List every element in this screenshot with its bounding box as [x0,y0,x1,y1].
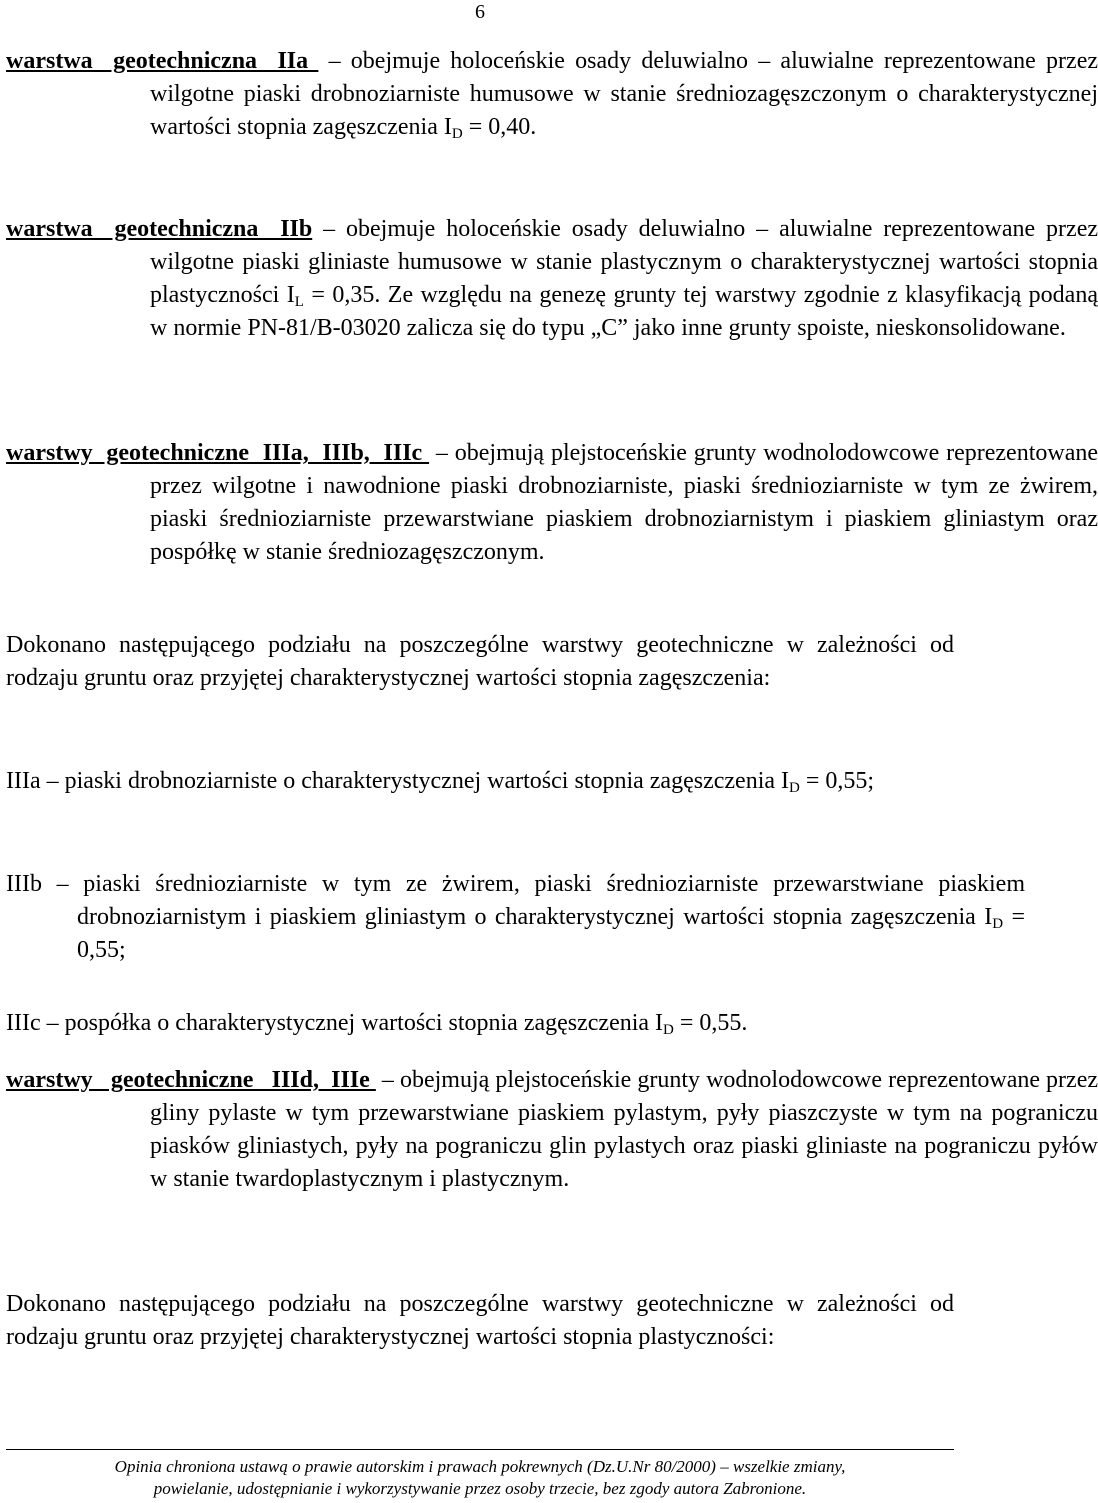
layer-IIb-paragraph [6,213,1098,345]
item-IIIc-label: IIIc [6,1010,41,1036]
item-IIIc [6,1007,1025,1040]
layer-IIa-tail: = 0,40. [462,114,537,140]
item-IIIb [6,868,1025,967]
layer-IIa-sub: D [451,126,463,142]
page-number: 6 [475,1,485,23]
item-IIIc-tail: = 0,55. [673,1010,748,1036]
layer-III-de-paragraph [6,1064,1098,1196]
layer-IIa-text: – obejmuje holoceńskie osady deluwialno – aluwialne reprezentowane przez wilgotne piaski drobnoziarniste humusowe w stanie średniozagęszczonym o charakterystycznej wartości stopnia zagęszczenia I [150,48,1098,140]
layer-III-de-text: – obejmują plejstoceńskie grunty wodnolodowcowe reprezentowane przez gliny pylaste w tym przewarstwiane piaskiem pylastym, pyły piaszczyste w tym na pograniczu piasków gliniastych, pyły na pograniczu glin pylastych oraz piaski gliniaste na pograniczu pyłów w stanie twardoplastycznym i plastycznym. [150,1067,1098,1192]
layer-IIb-text: – obejmuje holoceńskie osady deluwialno – aluwialne reprezentowane przez wilgotne piaski gliniaste humusowe w stanie plastycznym o charakterystycznej wartości stopnia plastyczności I [150,216,1098,308]
footer-line-2: powielanie, udostępnianie i wykorzystywanie przez osoby trzecie, bez zgody autora Zabronione. [153,1479,807,1498]
item-IIIa-text: – piaski drobnoziarniste o charakterystycznej wartości stopnia zagęszczenia I [40,768,789,794]
item-IIIc-sub: D [663,1022,674,1038]
layer-III-abc-paragraph [6,437,1098,569]
layer-IIb-heading: warstwa geotechniczna IIb [6,216,313,242]
layer-III-abc-heading: warstwy geotechniczne IIIa, IIIb, IIIc [6,440,430,466]
division-intro-plasticity: Dokonano następującego podziału na poszczególne warstwy geotechniczne w zależności od rodzaju gruntu oraz przyjętej charakterystycznej wartości stopnia plastyczności: [6,1291,954,1350]
item-IIIa-tail: = 0,55; [799,768,875,794]
layer-IIa-paragraph [6,45,1098,144]
layer-IIa-heading: warstwa geotechniczna IIa [6,48,319,74]
item-IIIb-label: IIIb [6,871,42,897]
item-IIIb-sub: D [992,916,1004,932]
footer-line-1: Opinia chroniona ustawą o prawie autorskim i prawach pokrewnych (Dz.U.Nr 80/2000) – wszelkie zmiany, [114,1457,846,1476]
item-IIIa-label: IIIa [6,768,41,794]
item-IIIa-sub: D [789,780,800,796]
layer-IIb-sub: L [294,294,304,310]
item-IIIb-text: – piaski średnioziarniste w tym ze żwirem, piaski średnioziarniste przewarstwiane piaskiem drobnoziarnistym i piaskiem gliniastym o charakterystycznej wartości stopnia zagęszczenia I [41,871,1025,930]
item-IIIb-tail: = 0,55; [77,904,1025,963]
item-IIIa [6,765,1025,798]
item-IIIc-text: – pospółka o charakterystycznej wartości stopnia zagęszczenia I [40,1010,664,1036]
division-intro-density: Dokonano następującego podziału na poszczególne warstwy geotechniczne w zależności od rodzaju gruntu oraz przyjętej charakterystycznej wartości stopnia zagęszczenia: [6,632,954,691]
footer-notice [6,1456,954,1500]
layer-III-abc-text: – obejmują plejstoceńskie grunty wodnolodowcowe reprezentowane przez wilgotne i nawodnione piaski drobnoziarniste, piaski średnioziarniste w tym ze żwirem, piaski średnioziarniste przewarstwiane piaskiem drobnoziarnistym i piaskiem gliniastym oraz pospółkę w stanie średniozagęszczonym. [150,440,1098,565]
footer-divider [6,1449,954,1450]
layer-III-de-heading: warstwy geotechniczne IIId, IIIe [6,1067,376,1093]
layer-IIb-tail: = 0,35. Ze względu na genezę grunty tej warstwy zgodnie z klasyfikacją podaną w normie PN-81/B-03020 zalicza się do typu „C” jako inne grunty spoiste, nieskonsolidowane. [150,282,1098,341]
